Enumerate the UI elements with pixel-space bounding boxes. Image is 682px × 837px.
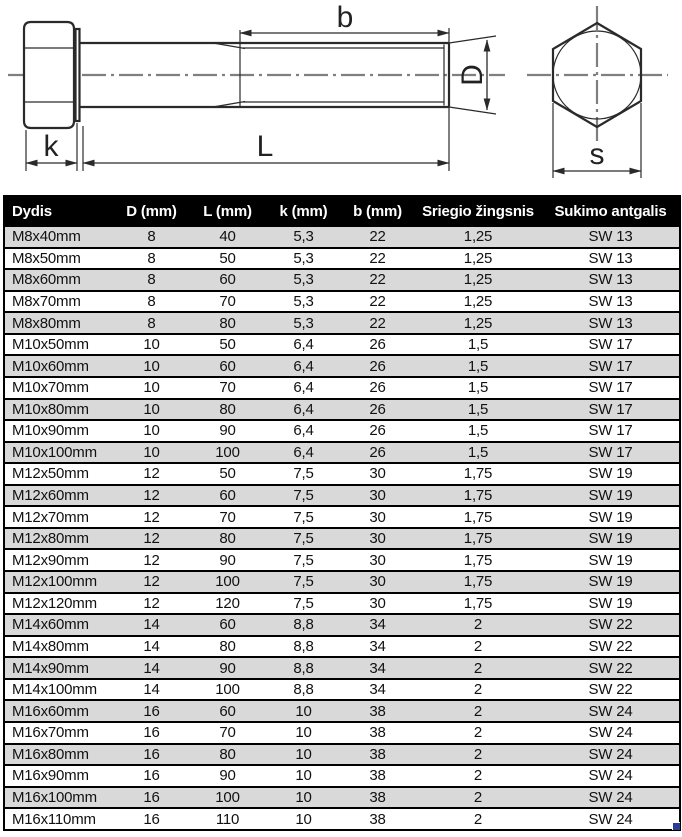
value-cell: SW 22 (542, 657, 680, 679)
value-cell: 12 (114, 485, 189, 507)
value-cell: 2 (414, 765, 542, 787)
size-cell: M12x60mm (4, 485, 114, 507)
value-cell: 26 (341, 399, 414, 421)
table-row (4, 787, 680, 809)
value-cell: 7,5 (266, 593, 341, 615)
value-cell: 10 (114, 355, 189, 377)
size-cell: M10x50mm (4, 334, 114, 356)
dim-label-b: b (336, 1, 354, 34)
table-row (4, 765, 680, 787)
value-cell: 16 (114, 722, 189, 744)
value-cell: SW 17 (542, 377, 680, 399)
value-cell: 22 (341, 269, 414, 291)
column-header-4: b (mm) (341, 196, 414, 226)
value-cell: 1,25 (414, 312, 542, 334)
value-cell: 14 (114, 657, 189, 679)
column-header-0: Dydis (4, 196, 114, 226)
value-cell: 5,3 (266, 291, 341, 313)
size-cell: M14x80mm (4, 636, 114, 658)
value-cell: SW 17 (542, 442, 680, 464)
value-cell: SW 13 (542, 226, 680, 248)
table-row (4, 377, 680, 399)
value-cell: 7,5 (266, 549, 341, 571)
value-cell: 10 (114, 420, 189, 442)
value-cell: 60 (189, 355, 266, 377)
table-row (4, 442, 680, 464)
value-cell: 8,8 (266, 636, 341, 658)
value-cell: 7,5 (266, 571, 341, 593)
value-cell: 50 (189, 248, 266, 270)
bolt-diagram (0, 0, 682, 193)
table-row (4, 485, 680, 507)
table-row (4, 420, 680, 442)
table-row (4, 636, 680, 658)
column-header-6: Sukimo antgalis (542, 196, 680, 226)
value-cell: 60 (189, 269, 266, 291)
value-cell: 70 (189, 377, 266, 399)
size-cell: M8x60mm (4, 269, 114, 291)
value-cell: SW 19 (542, 463, 680, 485)
value-cell: 34 (341, 636, 414, 658)
size-cell: M8x40mm (4, 226, 114, 248)
dim-label-k: k (43, 130, 59, 163)
value-cell: SW 17 (542, 399, 680, 421)
value-cell: 30 (341, 571, 414, 593)
table-row (4, 334, 680, 356)
size-cell: M10x80mm (4, 399, 114, 421)
size-cell: M16x70mm (4, 722, 114, 744)
value-cell: 16 (114, 808, 189, 830)
value-cell: 80 (189, 312, 266, 334)
value-cell: SW 19 (542, 528, 680, 550)
value-cell: 26 (341, 377, 414, 399)
value-cell: 1,5 (414, 442, 542, 464)
value-cell: 90 (189, 549, 266, 571)
value-cell: 8 (114, 248, 189, 270)
value-cell: 5,3 (266, 248, 341, 270)
value-cell: 30 (341, 593, 414, 615)
value-cell: 30 (341, 463, 414, 485)
value-cell: 2 (414, 614, 542, 636)
value-cell: 1,75 (414, 549, 542, 571)
value-cell: 2 (414, 657, 542, 679)
value-cell: 10 (114, 334, 189, 356)
value-cell: 2 (414, 636, 542, 658)
size-cell: M8x80mm (4, 312, 114, 334)
value-cell: 8 (114, 312, 189, 334)
value-cell: 2 (414, 744, 542, 766)
value-cell: SW 24 (542, 765, 680, 787)
value-cell: 90 (189, 765, 266, 787)
size-cell: M16x100mm (4, 787, 114, 809)
value-cell: 12 (114, 571, 189, 593)
value-cell: 38 (341, 765, 414, 787)
value-cell: 1,5 (414, 355, 542, 377)
value-cell: 90 (189, 420, 266, 442)
value-cell: SW 17 (542, 355, 680, 377)
value-cell: 80 (189, 399, 266, 421)
value-cell: 38 (341, 787, 414, 809)
value-cell: 50 (189, 463, 266, 485)
value-cell: 10 (266, 787, 341, 809)
table-row (4, 463, 680, 485)
value-cell: 26 (341, 334, 414, 356)
table-row (4, 399, 680, 421)
value-cell: 1,75 (414, 506, 542, 528)
value-cell: SW 22 (542, 679, 680, 701)
value-cell: 2 (414, 722, 542, 744)
value-cell: 12 (114, 463, 189, 485)
value-cell: 14 (114, 614, 189, 636)
value-cell: 22 (341, 291, 414, 313)
bolt-side-view (8, 1, 505, 171)
size-cell: M16x80mm (4, 744, 114, 766)
spec-table-body (4, 226, 680, 830)
value-cell: SW 19 (542, 571, 680, 593)
value-cell: 22 (341, 312, 414, 334)
value-cell: 16 (114, 700, 189, 722)
value-cell: 60 (189, 614, 266, 636)
table-row (4, 269, 680, 291)
size-cell: M10x70mm (4, 377, 114, 399)
table-row (4, 291, 680, 313)
value-cell: 1,25 (414, 226, 542, 248)
value-cell: 34 (341, 679, 414, 701)
value-cell: 6,4 (266, 442, 341, 464)
bolt-technical-drawing (0, 0, 682, 193)
size-cell: M8x50mm (4, 248, 114, 270)
size-cell: M12x50mm (4, 463, 114, 485)
fill-handle[interactable] (672, 822, 680, 830)
value-cell: 6,4 (266, 377, 341, 399)
value-cell: 80 (189, 744, 266, 766)
size-cell: M16x90mm (4, 765, 114, 787)
value-cell: 10 (266, 765, 341, 787)
table-row (4, 248, 680, 270)
value-cell: 2 (414, 679, 542, 701)
value-cell: 38 (341, 744, 414, 766)
value-cell: 14 (114, 636, 189, 658)
value-cell: 12 (114, 528, 189, 550)
value-cell: 100 (189, 571, 266, 593)
dim-label-l: L (256, 130, 274, 163)
value-cell: 8,8 (266, 614, 341, 636)
value-cell: 100 (189, 442, 266, 464)
value-cell: 80 (189, 636, 266, 658)
value-cell: 70 (189, 722, 266, 744)
value-cell: SW 13 (542, 269, 680, 291)
table-row (4, 571, 680, 593)
size-cell: M10x100mm (4, 442, 114, 464)
value-cell: 1,75 (414, 485, 542, 507)
value-cell: 1,75 (414, 528, 542, 550)
value-cell: 6,4 (266, 355, 341, 377)
table-row (4, 312, 680, 334)
column-header-5: Sriegio žingsnis (414, 196, 542, 226)
value-cell: 30 (341, 549, 414, 571)
value-cell: 8 (114, 291, 189, 313)
size-cell: M8x70mm (4, 291, 114, 313)
value-cell: 22 (341, 248, 414, 270)
value-cell: SW 19 (542, 549, 680, 571)
value-cell: 12 (114, 506, 189, 528)
value-cell: 30 (341, 485, 414, 507)
value-cell: 10 (266, 700, 341, 722)
value-cell: SW 17 (542, 420, 680, 442)
value-cell: 1,75 (414, 593, 542, 615)
table-row (4, 355, 680, 377)
value-cell: SW 17 (542, 334, 680, 356)
value-cell: 16 (114, 787, 189, 809)
column-header-3: k (mm) (266, 196, 341, 226)
value-cell: 7,5 (266, 506, 341, 528)
value-cell: 100 (189, 787, 266, 809)
value-cell: 1,5 (414, 377, 542, 399)
size-cell: M14x100mm (4, 679, 114, 701)
value-cell: 7,5 (266, 463, 341, 485)
value-cell: 80 (189, 528, 266, 550)
value-cell: 7,5 (266, 485, 341, 507)
size-cell: M16x110mm (4, 808, 114, 830)
value-cell: SW 19 (542, 593, 680, 615)
value-cell: 2 (414, 808, 542, 830)
value-cell: 12 (114, 593, 189, 615)
size-cell: M16x60mm (4, 700, 114, 722)
value-cell: 26 (341, 442, 414, 464)
table-row (4, 744, 680, 766)
value-cell: 38 (341, 808, 414, 830)
size-cell: M12x90mm (4, 549, 114, 571)
size-cell: M14x90mm (4, 657, 114, 679)
size-cell: M12x80mm (4, 528, 114, 550)
value-cell: 30 (341, 506, 414, 528)
value-cell: 1,75 (414, 571, 542, 593)
value-cell: 8 (114, 226, 189, 248)
value-cell: 10 (266, 744, 341, 766)
value-cell: 5,3 (266, 226, 341, 248)
value-cell: 1,75 (414, 463, 542, 485)
spec-table (3, 195, 681, 831)
table-row (4, 657, 680, 679)
size-cell: M12x120mm (4, 593, 114, 615)
value-cell: 70 (189, 506, 266, 528)
value-cell: SW 13 (542, 248, 680, 270)
size-cell: M10x60mm (4, 355, 114, 377)
value-cell: 10 (114, 399, 189, 421)
table-row (4, 722, 680, 744)
value-cell: 22 (341, 226, 414, 248)
value-cell: 5,3 (266, 269, 341, 291)
table-row (4, 593, 680, 615)
value-cell: SW 22 (542, 636, 680, 658)
column-header-2: L (mm) (189, 196, 266, 226)
value-cell: SW 24 (542, 722, 680, 744)
table-row (4, 679, 680, 701)
value-cell: 1,25 (414, 269, 542, 291)
table-row (4, 226, 680, 248)
value-cell: 40 (189, 226, 266, 248)
value-cell: 70 (189, 291, 266, 313)
value-cell: 6,4 (266, 334, 341, 356)
value-cell: SW 19 (542, 506, 680, 528)
value-cell: 34 (341, 614, 414, 636)
value-cell: 10 (266, 722, 341, 744)
value-cell: 2 (414, 700, 542, 722)
table-row (4, 549, 680, 571)
value-cell: 16 (114, 765, 189, 787)
value-cell: 120 (189, 593, 266, 615)
value-cell: 1,25 (414, 248, 542, 270)
value-cell: 110 (189, 808, 266, 830)
value-cell: 30 (341, 528, 414, 550)
value-cell: 16 (114, 744, 189, 766)
table-row (4, 700, 680, 722)
value-cell: SW 22 (542, 614, 680, 636)
value-cell: 38 (341, 722, 414, 744)
value-cell: 8 (114, 269, 189, 291)
value-cell: SW 13 (542, 291, 680, 313)
value-cell: 8,8 (266, 657, 341, 679)
value-cell: 1,5 (414, 420, 542, 442)
table-row (4, 808, 680, 830)
value-cell: 50 (189, 334, 266, 356)
value-cell: 8,8 (266, 679, 341, 701)
value-cell: SW 24 (542, 808, 680, 830)
value-cell: 10 (266, 808, 341, 830)
value-cell: 34 (341, 657, 414, 679)
value-cell: 5,3 (266, 312, 341, 334)
value-cell: 6,4 (266, 399, 341, 421)
dim-label-d: D (456, 64, 489, 86)
size-cell: M12x70mm (4, 506, 114, 528)
value-cell: 38 (341, 700, 414, 722)
value-cell: 10 (114, 377, 189, 399)
size-cell: M14x60mm (4, 614, 114, 636)
value-cell: 2 (414, 787, 542, 809)
table-row (4, 506, 680, 528)
value-cell: 1,5 (414, 334, 542, 356)
value-cell: 60 (189, 700, 266, 722)
value-cell: 7,5 (266, 528, 341, 550)
size-cell: M10x90mm (4, 420, 114, 442)
value-cell: 100 (189, 679, 266, 701)
value-cell: SW 19 (542, 485, 680, 507)
value-cell: SW 24 (542, 787, 680, 809)
value-cell: 90 (189, 657, 266, 679)
bolt-head (24, 22, 74, 128)
size-cell: M12x100mm (4, 571, 114, 593)
washer-face (76, 29, 80, 121)
column-header-1: D (mm) (114, 196, 189, 226)
d-extension-bottom (449, 107, 496, 114)
dim-label-s: s (589, 138, 605, 171)
value-cell: SW 24 (542, 744, 680, 766)
value-cell: 1,5 (414, 399, 542, 421)
table-header-row (4, 196, 680, 226)
value-cell: SW 24 (542, 700, 680, 722)
value-cell: 12 (114, 549, 189, 571)
value-cell: 6,4 (266, 420, 341, 442)
value-cell: 60 (189, 485, 266, 507)
value-cell: SW 13 (542, 312, 680, 334)
d-extension-top (449, 36, 496, 43)
value-cell: 14 (114, 679, 189, 701)
bolt-end-view (527, 6, 668, 178)
table-row (4, 528, 680, 550)
value-cell: 26 (341, 420, 414, 442)
value-cell: 10 (114, 442, 189, 464)
value-cell: 1,25 (414, 291, 542, 313)
value-cell: 26 (341, 355, 414, 377)
table-row (4, 614, 680, 636)
